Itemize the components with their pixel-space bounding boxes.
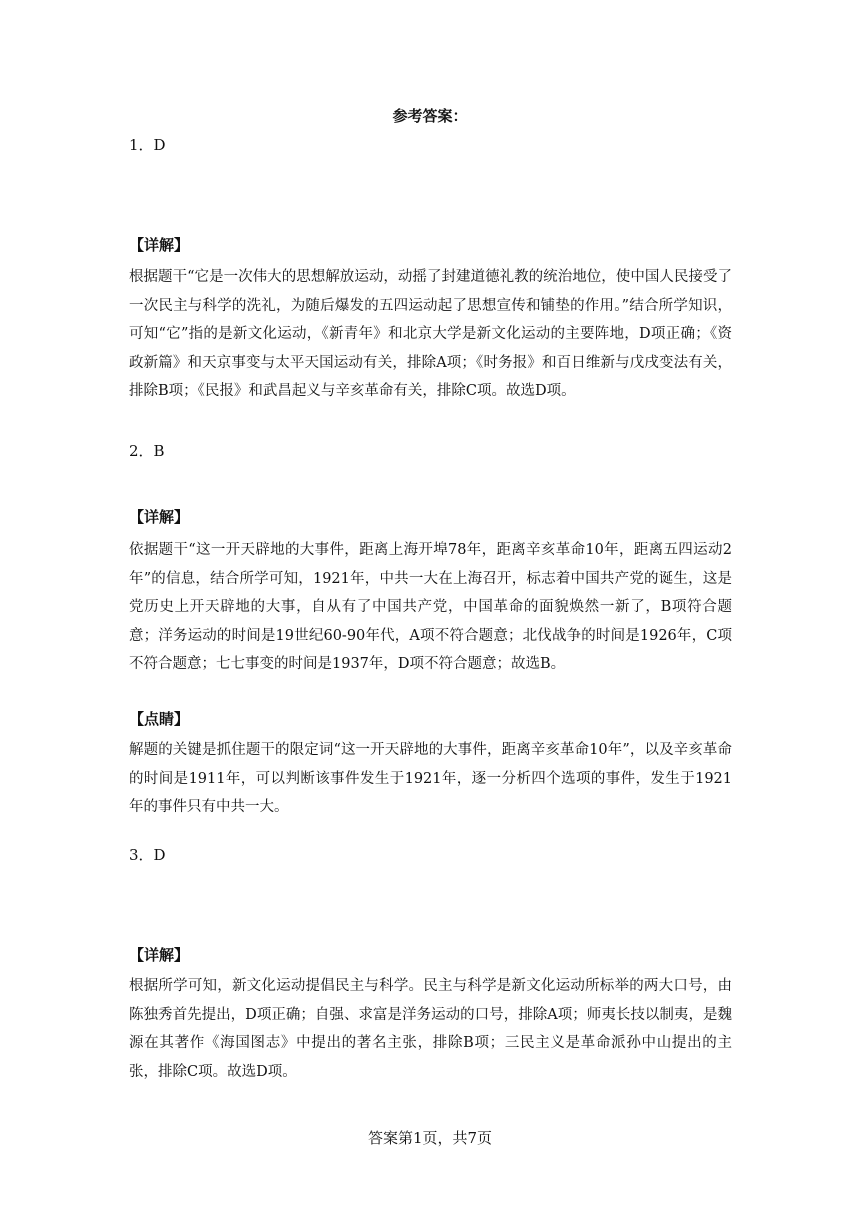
page-title: 参考答案： [392, 107, 468, 125]
q2-detail-heading: 【详解】 [129, 508, 190, 526]
q3-detail-text: 根据所学可知，新文化运动提倡民主与科学。民主与科学是新文化运动所标举的两大口号，由陈独秀首先提出，D项正确；自强、求富是洋务运动的口号，排除A项；师夷长技以制夷，是魏源在其著作《海国图志》中提出的著名主张，排除B项；三民主义是革命派孙中山提出的主张，排除C项。故选D项。 [129, 978, 732, 1080]
q2-tip-text: 解题的关键是抓住题干的限定词“这一开天辟地的大事件，距离辛亥革命10年”，以及辛亥革命的时间是1911年，可以判断该事件发生于1921年，逐一分析四个选项的事件，发生于1921年的事件只有中共一大。 [129, 742, 732, 815]
q2-detail-text: 依据题干“这一开天辟地的大事件，距离上海开埠78年，距离辛亥革命10年，距离五四运动2年”的信息，结合所学可知，1921年，中共一大在上海召开，标志着中国共产党的诞生，这是党历史上开天辟地的大事，自从有了中国共产党，中国革命的面貌焕然一新了，B项符合题意；洋务运动的时间是19世纪60-90年代，A项不符合题意；北伐战争的时间是1926年，C项不符合题意；七七事变的时间是1937年，D项不符合题意；故选B。 [129, 542, 732, 672]
answer-1: 1．D [129, 136, 166, 154]
q1-detail-heading: 【详解】 [129, 236, 190, 254]
q2-tip-heading: 【点睛】 [129, 710, 190, 728]
answer-2: 2．B [129, 442, 165, 460]
q3-detail-heading: 【详解】 [129, 946, 190, 964]
page-footer: 答案第1页，共7页 [367, 1129, 493, 1147]
answer-3: 3．D [129, 846, 166, 864]
q1-detail-text: 根据题干“它是一次伟大的思想解放运动，动摇了封建道德礼教的统治地位，使中国人民接受了一次民主与科学的洗礼，为随后爆发的五四运动起了思想宣传和铺垫的作用。”结合所学知识，可知“它”指的是新文化运动，《新青年》和北京大学是新文化运动的主要阵地，D项正确；《资政新篇》和天京事变与太平天国运动有关，排除A项；《时务报》和百日维新与戊戌变法有关，排除B项；《民报》和武昌起义与辛亥革命有关，排除C项。故选D项。 [129, 269, 732, 399]
